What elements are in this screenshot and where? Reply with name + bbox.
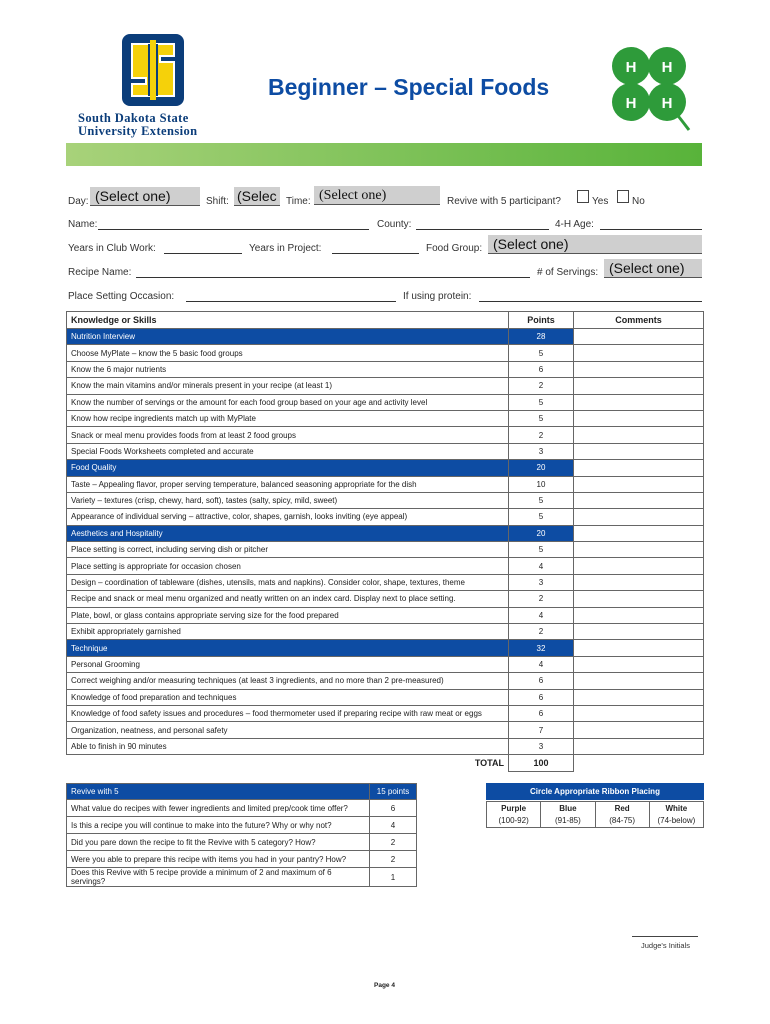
age-label: 4-H Age: (555, 219, 594, 230)
table-row (67, 574, 704, 590)
section-header (67, 640, 704, 656)
comment-cell[interactable] (574, 410, 704, 426)
ribbon-white-range[interactable]: (74-below) (649, 815, 703, 828)
4h-clover-icon (605, 40, 693, 132)
revive-yes-label: Yes (592, 196, 609, 207)
section-name: Technique (67, 640, 509, 656)
section-points: 28 (509, 329, 574, 345)
skill-text: Able to finish in 90 minutes (67, 738, 509, 754)
revive-question: Did you pare down the recipe to fit the Revive with 5 category? How? (67, 834, 370, 851)
place-setting-field[interactable] (186, 301, 396, 302)
judge-initials-line[interactable] (632, 936, 698, 937)
skill-points: 3 (509, 738, 574, 754)
revive-question-points: 2 (370, 834, 417, 851)
ribbon-blue-name[interactable]: Blue (541, 802, 595, 815)
ribbon-table (486, 801, 704, 828)
total-row (67, 755, 704, 772)
comment-cell[interactable] (574, 378, 704, 394)
header-green-bar (66, 143, 702, 166)
skill-points: 6 (509, 689, 574, 705)
time-select[interactable]: (Select one) (314, 186, 440, 205)
skill-text: Knowledge of food safety issues and procedures – food thermometer used if preparing recipe with raw meat or eggs (67, 705, 509, 721)
comment-cell[interactable] (574, 476, 704, 492)
revive-question-points: 6 (370, 800, 417, 817)
servings-label: # of Servings: (537, 267, 599, 278)
comment-cell[interactable] (574, 722, 704, 738)
comment-cell[interactable] (574, 673, 704, 689)
shift-label: Shift: (206, 196, 229, 207)
comment-cell[interactable] (574, 607, 704, 623)
name-label: Name: (68, 219, 98, 230)
shift-select[interactable]: (Selec (234, 187, 280, 206)
servings-select[interactable]: (Select one) (604, 259, 702, 278)
ribbon-blue-range[interactable]: (91-85) (541, 815, 595, 828)
section-header (67, 329, 704, 345)
table-row (67, 738, 704, 754)
revive-question: Does this Revive with 5 recipe provide a minimum of 2 and maximum of 6 servings? (67, 868, 370, 887)
comment-cell[interactable] (574, 460, 704, 476)
table-row (67, 705, 704, 721)
skill-text: Organization, neatness, and personal safety (67, 722, 509, 738)
comment-cell[interactable] (574, 558, 704, 574)
skill-points: 2 (509, 624, 574, 640)
table-row (67, 542, 704, 558)
skill-text: Choose MyPlate – know the 5 basic food groups (67, 345, 509, 361)
skill-points: 4 (509, 656, 574, 672)
ribbon-red-range[interactable]: (84-75) (595, 815, 649, 828)
table-row (67, 509, 704, 525)
revive-points: 15 points (370, 784, 417, 800)
logo-text-line1: South Dakota State (78, 111, 189, 125)
table-row (67, 558, 704, 574)
protein-field[interactable] (479, 301, 702, 302)
revive-row (67, 851, 417, 868)
skill-points: 5 (509, 394, 574, 410)
place-setting-label: Place Setting Occasion: (68, 291, 175, 302)
points-header: Points (509, 312, 574, 329)
recipe-field[interactable] (136, 277, 530, 278)
comment-cell[interactable] (574, 689, 704, 705)
comment-cell[interactable] (574, 394, 704, 410)
table-row (67, 607, 704, 623)
comment-cell[interactable] (574, 492, 704, 508)
revive-title: Revive with 5 (67, 784, 370, 800)
skill-text: Plate, bowl, or glass contains appropriate serving size for the food prepared (67, 607, 509, 623)
day-select[interactable]: (Select one) (90, 187, 200, 206)
comment-cell[interactable] (574, 640, 704, 656)
revive-question-points: 4 (370, 817, 417, 834)
total-spacer (574, 755, 704, 772)
comment-cell[interactable] (574, 656, 704, 672)
skill-points: 3 (509, 574, 574, 590)
skill-text: Know the number of servings or the amount for each food group based on your age and activity level (67, 394, 509, 410)
sdsu-extension-logo (74, 32, 234, 142)
skill-points: 10 (509, 476, 574, 492)
ribbon-ranges-row (487, 815, 704, 828)
ribbon-purple-name[interactable]: Purple (487, 802, 541, 815)
ribbon-title: Circle Appropriate Ribbon Placing (486, 783, 704, 800)
revive-row (67, 834, 417, 851)
logo-text-line2: University Extension (78, 124, 198, 138)
skill-text: Know the main vitamins and/or minerals present in your recipe (at least 1) (67, 378, 509, 394)
comment-cell[interactable] (574, 509, 704, 525)
skill-text: Appearance of individual serving – attractive, color, shapes, garnish, looks inviting (eye appeal) (67, 509, 509, 525)
revive-no-checkbox[interactable] (617, 190, 629, 203)
table-row (67, 378, 704, 394)
years-project-field[interactable] (332, 253, 419, 254)
section-points: 20 (509, 525, 574, 541)
table-row (67, 361, 704, 377)
day-label: Day: (68, 196, 89, 207)
comments-header: Comments (574, 312, 704, 329)
score-table (66, 311, 704, 772)
skill-points: 6 (509, 361, 574, 377)
years-club-label: Years in Club Work: (68, 243, 156, 254)
skill-text: Snack or meal menu provides foods from at least 2 food groups (67, 427, 509, 443)
skills-header: Knowledge or Skills (67, 312, 509, 329)
skill-text: Place setting is appropriate for occasion chosen (67, 558, 509, 574)
comment-cell[interactable] (574, 361, 704, 377)
table-row (67, 443, 704, 459)
skill-points: 4 (509, 558, 574, 574)
skill-points: 5 (509, 492, 574, 508)
table-row (67, 722, 704, 738)
section-name: Aesthetics and Hospitality (67, 525, 509, 541)
skill-text: Variety – textures (crisp, chewy, hard, soft), tastes (salty, spicy, mild, sweet) (67, 492, 509, 508)
comment-cell[interactable] (574, 329, 704, 345)
skill-text: Design – coordination of tableware (dishes, utensils, mats and napkins). Consider color, shape, textures, theme (67, 574, 509, 590)
total-value: 100 (509, 755, 574, 772)
skill-points: 2 (509, 427, 574, 443)
county-field[interactable] (416, 229, 549, 230)
table-row (67, 492, 704, 508)
comment-cell[interactable] (574, 525, 704, 541)
table-row (67, 591, 704, 607)
section-points: 32 (509, 640, 574, 656)
comment-cell[interactable] (574, 345, 704, 361)
comment-cell[interactable] (574, 624, 704, 640)
recipe-label: Recipe Name: (68, 267, 132, 278)
revive-row (67, 868, 417, 887)
table-row (67, 410, 704, 426)
section-name: Nutrition Interview (67, 329, 509, 345)
revive-row (67, 800, 417, 817)
skill-points: 7 (509, 722, 574, 738)
table-row (67, 624, 704, 640)
page-number: Page 4 (374, 982, 395, 989)
skill-text: Knowledge of food preparation and techniques (67, 689, 509, 705)
time-label: Time: (286, 196, 311, 207)
age-field[interactable] (600, 229, 702, 230)
table-row (67, 394, 704, 410)
sdsu-logo-icon (120, 32, 186, 108)
clover-letter-2: H (661, 59, 673, 76)
food-group-select[interactable]: (Select one) (488, 235, 702, 254)
table-row (67, 427, 704, 443)
comment-cell[interactable] (574, 705, 704, 721)
skill-text: Know the 6 major nutrients (67, 361, 509, 377)
skill-text: Know how recipe ingredients match up with MyPlate (67, 410, 509, 426)
skill-points: 5 (509, 542, 574, 558)
table-row (67, 345, 704, 361)
skill-text: Personal Grooming (67, 656, 509, 672)
comment-cell[interactable] (574, 542, 704, 558)
revive-table (66, 783, 417, 887)
skill-text: Taste – Appealing flavor, proper serving temperature, balanced seasoning appropriate for the dish (67, 476, 509, 492)
years-project-label: Years in Project: (249, 243, 322, 254)
total-label: TOTAL (474, 758, 504, 769)
revive-question: Were you able to prepare this recipe with items you had in your pantry? How? (67, 851, 370, 868)
skill-points: 4 (509, 607, 574, 623)
skill-points: 5 (509, 509, 574, 525)
section-header (67, 525, 704, 541)
ribbon-white-name[interactable]: White (649, 802, 703, 815)
revive-question-points: 1 (370, 868, 417, 887)
county-label: County: (377, 219, 412, 230)
revive-question: Is this a recipe you will continue to make into the future? Why or why not? (67, 817, 370, 834)
comment-cell[interactable] (574, 591, 704, 607)
revive-no-label: No (632, 196, 645, 207)
judge-initials-label: Judge's Initials (641, 941, 690, 950)
years-club-field[interactable] (164, 253, 242, 254)
skill-text: Exhibit appropriately garnished (67, 624, 509, 640)
table-row (67, 673, 704, 689)
section-header (67, 460, 704, 476)
ribbon-purple-range[interactable]: (100-92) (487, 815, 541, 828)
skill-points: 5 (509, 410, 574, 426)
name-field[interactable] (98, 229, 369, 230)
skill-text: Recipe and snack or meal menu organized and neatly written on an index card. Display next to place setting. (67, 591, 509, 607)
revive-question-label: Revive with 5 participant? (447, 196, 561, 207)
comment-cell[interactable] (574, 574, 704, 590)
revive-yes-checkbox[interactable] (577, 190, 589, 203)
clover-letter-4: H (661, 95, 673, 112)
protein-label: If using protein: (403, 291, 472, 302)
comment-cell[interactable] (574, 443, 704, 459)
revive-row (67, 817, 417, 834)
skill-points: 2 (509, 378, 574, 394)
ribbon-names-row (487, 802, 704, 815)
ribbon-red-name[interactable]: Red (595, 802, 649, 815)
comment-cell[interactable] (574, 427, 704, 443)
skill-text: Place setting is correct, including serving dish or pitcher (67, 542, 509, 558)
table-row (67, 476, 704, 492)
section-name: Food Quality (67, 460, 509, 476)
skill-points: 2 (509, 591, 574, 607)
skill-points: 6 (509, 673, 574, 689)
score-table-header (67, 312, 704, 329)
revive-header (67, 784, 417, 800)
clover-letter-1: H (625, 59, 637, 76)
ribbon-placing (486, 783, 704, 828)
page-title: Beginner – Special Foods (268, 74, 550, 100)
skill-points: 6 (509, 705, 574, 721)
section-points: 20 (509, 460, 574, 476)
table-row (67, 656, 704, 672)
skill-text: Correct weighing and/or measuring techniques (at least 3 ingredients, and no more than 2 pre-measured) (67, 673, 509, 689)
skill-points: 3 (509, 443, 574, 459)
food-group-label: Food Group: (426, 243, 483, 254)
comment-cell[interactable] (574, 738, 704, 754)
logo-text (78, 112, 238, 138)
skill-text: Special Foods Worksheets completed and accurate (67, 443, 509, 459)
clover-letter-3: H (625, 95, 637, 112)
skill-points: 5 (509, 345, 574, 361)
table-row (67, 689, 704, 705)
revive-question-points: 2 (370, 851, 417, 868)
revive-question: What value do recipes with fewer ingredients and limited prep/cook time offer? (67, 800, 370, 817)
